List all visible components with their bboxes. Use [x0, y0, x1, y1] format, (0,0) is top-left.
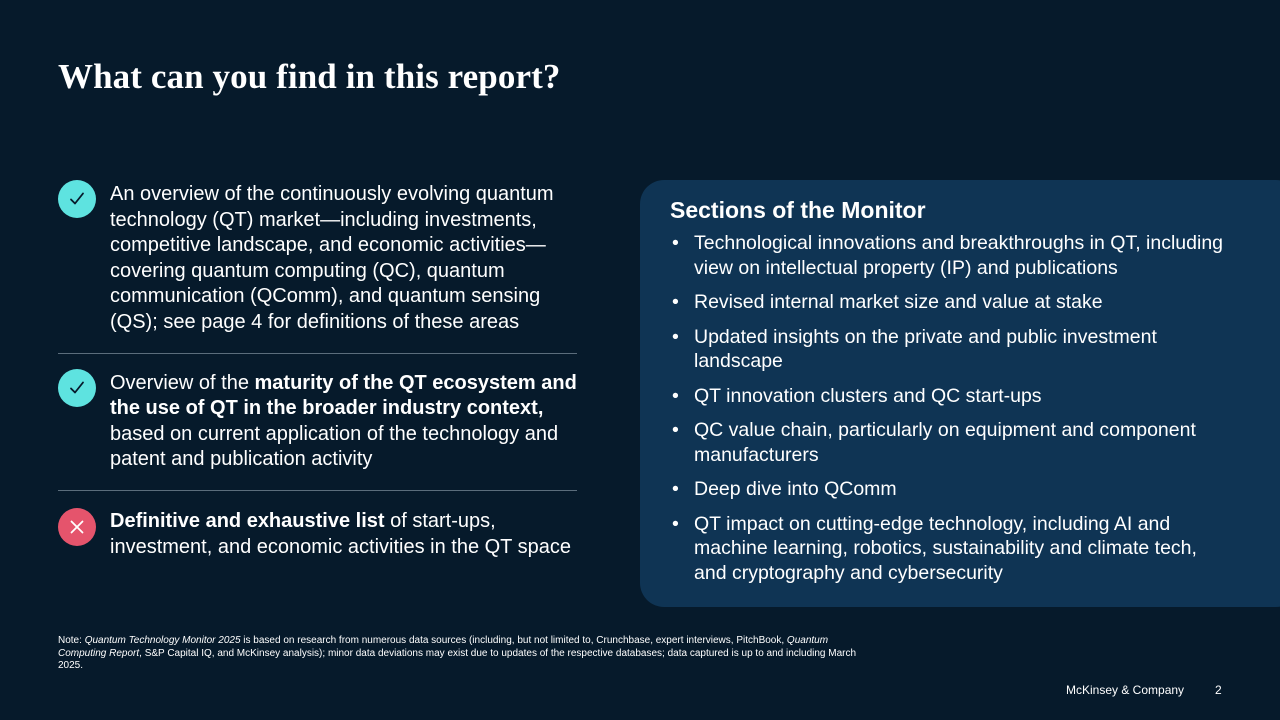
footnote: Note: Quantum Technology Monitor 2025 is based on research from numerous data sources (including, but not limited to, Crunchbase, expert interviews, PitchBook, Quantum Computing Report, S&P Capital IQ, and McKinsey analysis); minor data deviations may exist due to updates of the respective databases; data captured is up to and including March 2025. — [58, 635, 857, 671]
item-text: Definitive and exhaustive list of start-ups, investment, and economic activities in the QT space — [110, 509, 571, 558]
list-item — [58, 180, 577, 353]
check-icon — [58, 369, 96, 407]
section-item: • Deep dive into QComm — [672, 478, 897, 500]
item-text: Overview of the maturity of the QT ecosystem and the use of QT in the broader industry context, based on current application of the technology and patent and publication activity — [110, 371, 577, 471]
report-contents-list — [58, 180, 577, 560]
section-item: • QT impact on cutting-edge technology, including AI and machine learning, robotics, sustainability and climate tech, and cryptography and cybersecurity — [672, 512, 1197, 584]
page-number: 2 — [1215, 683, 1222, 697]
section-item: • QT innovation clusters and QC start-ups — [672, 384, 1042, 407]
list-item — [58, 354, 577, 490]
list-item — [58, 491, 577, 560]
sections-list — [670, 231, 1225, 585]
sections-title: Sections of the Monitor — [670, 197, 926, 223]
check-icon — [58, 180, 96, 218]
footer-brand: McKinsey & Company — [1066, 683, 1185, 697]
cross-icon — [58, 508, 96, 546]
item-text: An overview of the continuously evolving quantum technology (QT) market—including investments, competitive landscape, and economic activities—covering quantum computing (QC), quantum communication (QComm), and quantum sensing (QS); see page 4 for definitions of these areas — [110, 183, 554, 333]
section-item: • Technological innovations and breakthroughs in QT, including view on intellectual property (IP) and publications — [672, 232, 1224, 279]
section-item: • Updated insights on the private and public investment landscape — [672, 325, 1157, 372]
sections-panel — [640, 180, 1280, 607]
page-title: What can you find in this report? — [58, 57, 561, 96]
section-item: • QC value chain, particularly on equipment and component manufacturers — [672, 419, 1196, 466]
section-item: • Revised internal market size and value at stake — [672, 291, 1103, 313]
